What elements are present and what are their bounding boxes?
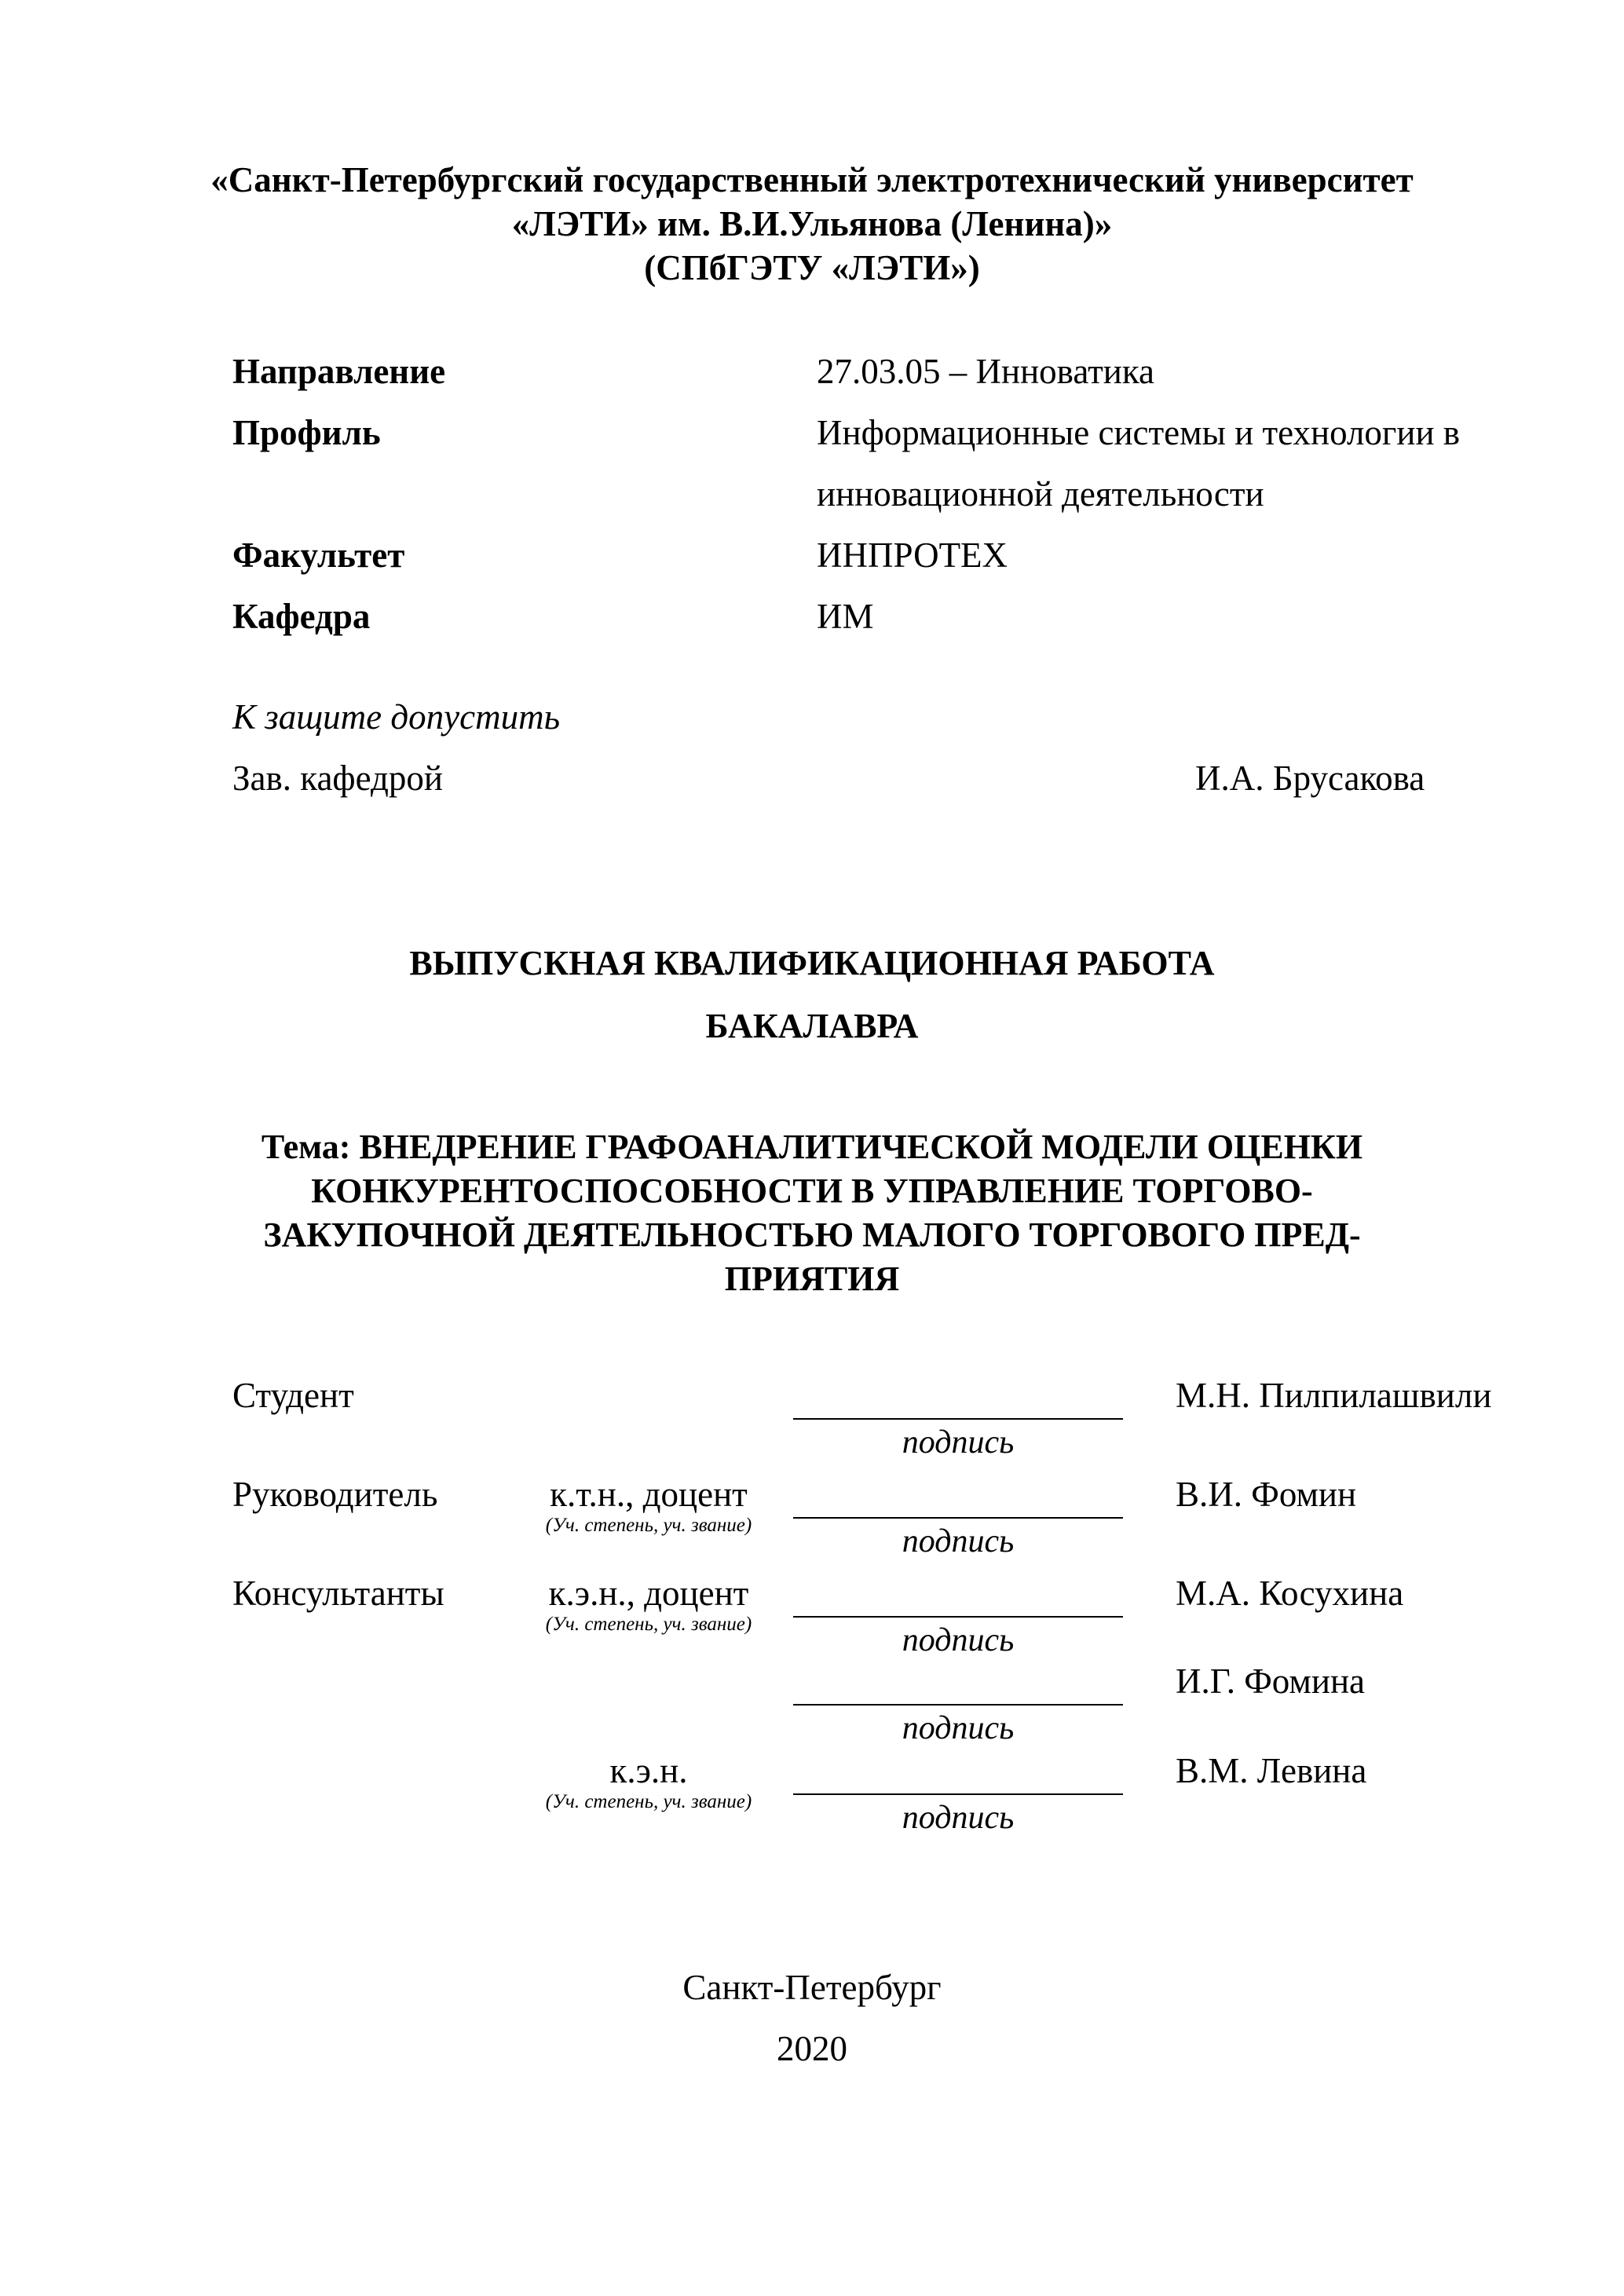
city: Санкт-Петербург [682,1968,942,2007]
consultant3-signature-line [793,1793,1123,1795]
university-abbreviation: (СПбГЭТУ «ЛЭТИ») [644,248,980,287]
topic-line1: Тема: ВНЕДРЕНИЕ ГРАФОАНАЛИТИЧЕСКОЙ МОДЕЛИ ОЦЕНКИ [261,1128,1363,1166]
year: 2020 [777,2029,847,2068]
supervisor-signature-caption: подпись [902,1523,1015,1559]
head-of-department-name: И.А. Брусакова [1195,759,1425,798]
consultant2-signature-caption: подпись [902,1710,1015,1746]
profile-value-line1: Информационные системы и технологии в [817,413,1461,452]
profile-value-line2: инновационной деятельности [817,474,1264,514]
topic-line3: ЗАКУПОЧНОЙ ДЕЯТЕЛЬНОСТЬЮ МАЛОГО ТОРГОВОГО ПРЕД- [263,1216,1361,1254]
consultant1-signature-line [793,1616,1123,1618]
faculty-value: ИНПРОТЕХ [817,536,1008,575]
student-signature-line [793,1418,1123,1420]
student-name: М.Н. Пилпилашвили [1176,1376,1492,1415]
consultant2-signature-line [793,1704,1123,1706]
consultant3-name: В.М. Левина [1176,1751,1367,1790]
department-label: Кафедра [232,597,371,636]
student-label: Студент [232,1376,354,1415]
consultant3-degree-caption: (Уч. степень, уч. звание) [545,1791,752,1812]
direction-label: Направление [232,352,446,391]
consultant1-name: М.А. Косухина [1176,1574,1404,1613]
topic-line2: КОНКУРЕНТОСПОСОБНОСТИ В УПРАВЛЕНИЕ ТОРГОВО- [311,1172,1313,1210]
supervisor-signature-line [793,1517,1123,1519]
topic-line4: ПРИЯТИЯ [724,1260,900,1298]
faculty-label: Факультет [232,536,405,575]
approval-caption: К защите допустить [232,697,561,737]
profile-label: Профиль [232,413,381,452]
head-of-department-label: Зав. кафедрой [232,759,443,798]
university-name-line1: «Санкт-Петербургский государственный электротехнический университет [210,160,1414,199]
work-title-line1: ВЫПУСКНАЯ КВАЛИФИКАЦИОННАЯ РАБОТА [409,944,1215,982]
consultant1-degree: к.э.н., доцент [548,1574,749,1613]
consultant3-signature-caption: подпись [902,1800,1015,1836]
student-signature-caption: подпись [902,1424,1015,1461]
supervisor-degree: к.т.н., доцент [550,1475,748,1514]
department-value: ИМ [817,597,874,636]
supervisor-name: В.И. Фомин [1176,1475,1357,1514]
consultants-label: Консультанты [232,1574,444,1613]
supervisor-degree-caption: (Уч. степень, уч. звание) [545,1515,752,1536]
consultant1-degree-caption: (Уч. степень, уч. звание) [545,1614,752,1635]
consultant1-signature-caption: подпись [902,1622,1015,1658]
university-name-line2: «ЛЭТИ» им. В.И.Ульянова (Ленина)» [511,204,1113,243]
consultant2-name: И.Г. Фомина [1176,1662,1365,1701]
supervisor-label: Руководитель [232,1475,438,1514]
work-title-line2: БАКАЛАВРА [705,1007,919,1045]
consultant3-degree: к.э.н. [609,1751,688,1790]
direction-value: 27.03.05 – Инноватика [817,352,1155,391]
